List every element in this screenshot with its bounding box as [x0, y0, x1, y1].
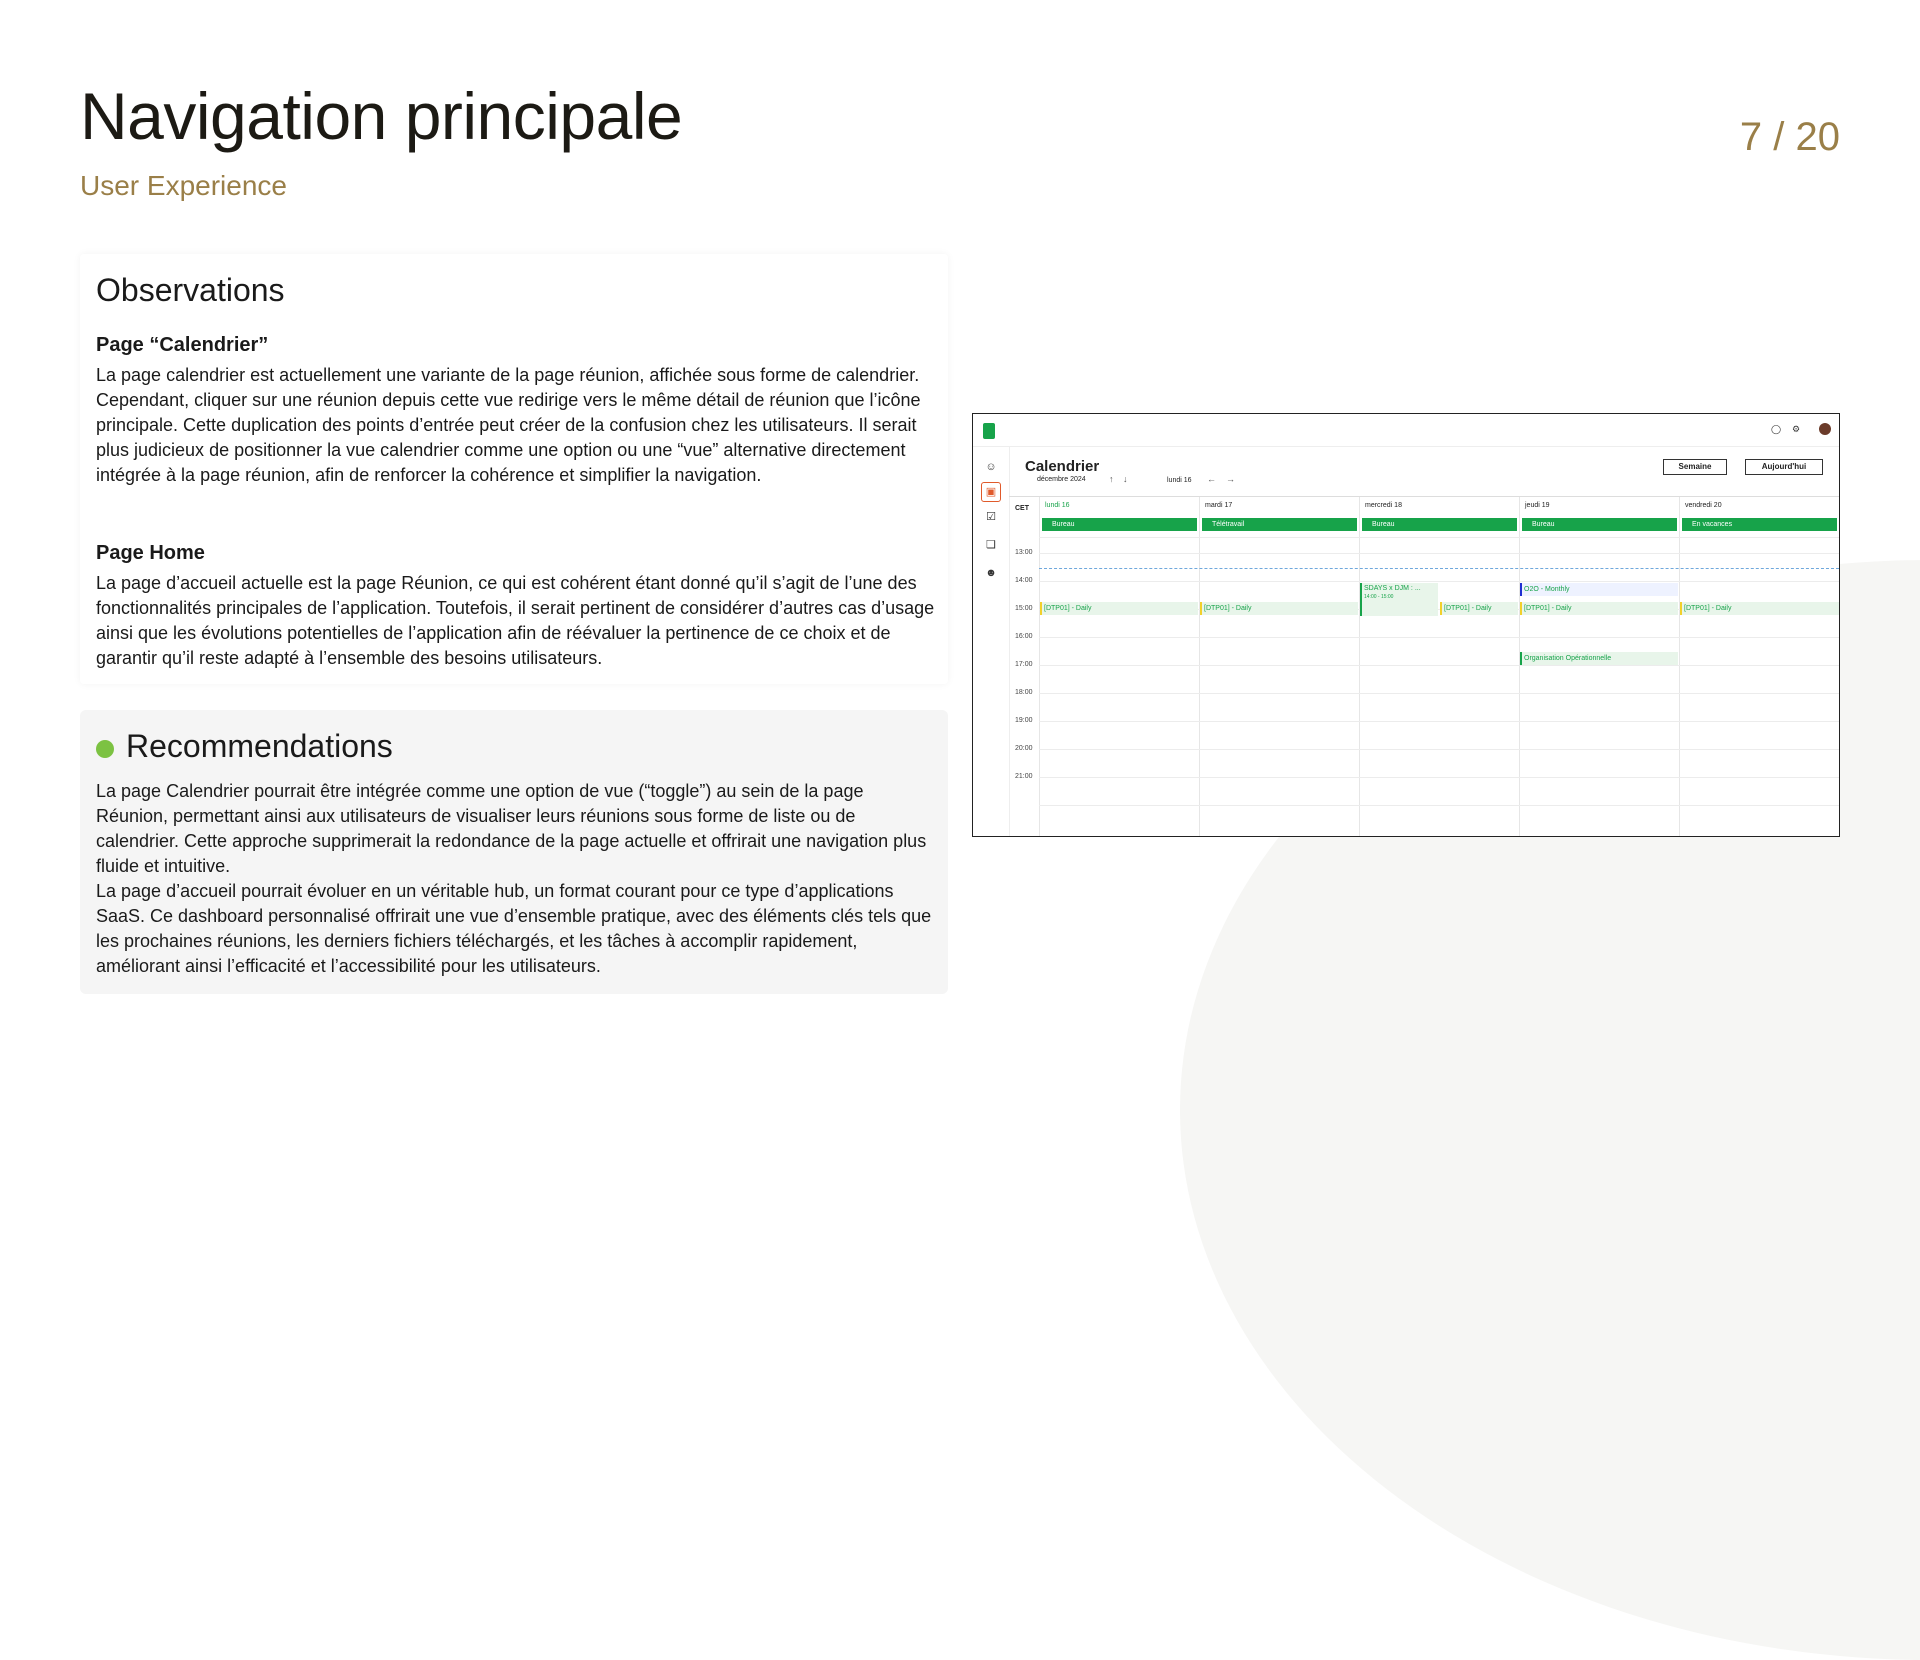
- allday-event[interactable]: Bureau: [1522, 518, 1677, 531]
- calendar-event[interactable]: [DTP01] - Daily: [1200, 602, 1358, 615]
- app-logo-icon: [983, 423, 995, 439]
- calendar-grid: [1009, 496, 1839, 836]
- calendar-event[interactable]: [DTP01] - Daily: [1520, 602, 1678, 615]
- section-title-calendrier: Page “Calendrier”: [96, 334, 269, 356]
- arrow-up-icon[interactable]: ↑: [1109, 474, 1114, 484]
- calendar-event[interactable]: [DTP01] - Daily: [1440, 602, 1518, 615]
- allday-event[interactable]: Télétravail: [1202, 518, 1357, 531]
- section-title-home: Page Home: [96, 542, 205, 564]
- sidebar-item-calendar-icon[interactable]: ▣: [981, 482, 1001, 502]
- current-time-line: [1039, 568, 1839, 569]
- hour-label: 13:00: [1015, 549, 1033, 556]
- hour-label: 14:00: [1015, 577, 1033, 584]
- hour-label: 16:00: [1015, 633, 1033, 640]
- week-view-button[interactable]: Semaine: [1663, 459, 1727, 475]
- calendar-month: décembre 2024: [1037, 476, 1086, 483]
- section-text-home: La page d’accueil actuelle est la page Réunion, ce qui est cohérent étant donné qu’il s’agit de l’une des fonctionnalités principales de l’application. Toutefois, il serait pertinent de considérer d’autres cas d’usage ainsi que les évolutions potentielles de l’application afin de réévaluer la pertinence de ce choix et de garantir qu’il reste adapté à l’ensemble des besoins utilisateurs.: [96, 573, 935, 668]
- observations-card: [80, 254, 948, 684]
- calendar-event[interactable]: Organisation Opérationnelle: [1520, 652, 1678, 665]
- sidebar-item-files-icon[interactable]: ❏: [986, 539, 996, 551]
- settings-icon[interactable]: ⚙: [1791, 424, 1801, 434]
- arrow-right-icon[interactable]: →: [1226, 474, 1235, 484]
- day-header: mercredi 18: [1365, 502, 1402, 509]
- calendar-current-day: lundi 16: [1167, 477, 1192, 484]
- hour-label: 18:00: [1015, 689, 1033, 696]
- app-sidebar: [973, 446, 1010, 836]
- hour-label: 19:00: [1015, 717, 1033, 724]
- hour-label: 20:00: [1015, 745, 1033, 752]
- recommendation-text-2: La page d’accueil pourrait évoluer en un véritable hub, un format courant pour ce type d’applications SaaS. Ce dashboard personnalisé offrirait une vue d’ensemble pratique, avec des éléments clés tels que les prochaines réunions, les derniers fichiers téléchargés, et les tâches à accomplir rapidement, améliorant ainsi l’efficacité et l’accessibilité pour les utilisateurs.: [96, 881, 932, 976]
- calendar-event[interactable]: O2O - Monthly: [1520, 583, 1678, 596]
- day-header: mardi 17: [1205, 502, 1233, 509]
- recommendations-card: [80, 710, 948, 994]
- calendar-event[interactable]: [DTP01] - Daily: [1680, 602, 1840, 615]
- hour-label: 17:00: [1015, 661, 1033, 668]
- hour-label: 15:00: [1015, 605, 1033, 612]
- arrow-left-icon[interactable]: ←: [1207, 474, 1216, 484]
- hour-label: 21:00: [1015, 773, 1033, 780]
- calendar-event[interactable]: [DTP01] - Daily: [1040, 602, 1198, 615]
- observations-heading: Observations: [96, 272, 285, 308]
- calendar-title: Calendrier: [1025, 458, 1100, 475]
- sidebar-item-users-icon[interactable]: ☻: [985, 567, 997, 579]
- recommendations-heading: Recommendations: [126, 728, 393, 764]
- page-title: Navigation principale: [80, 79, 683, 153]
- recommendation-text-1: La page Calendrier pourrait être intégrée comme une option de vue (“toggle”) au sein de la page Réunion, permettant ainsi aux utilisateurs de visualiser leurs réunions sous forme de liste ou de calendrier. Cette approche supprimerait la redondance de la page actuelle et offrirait une navigation plus fluide et intuitive.: [96, 781, 927, 876]
- sidebar-item-tasks-icon[interactable]: ☑: [986, 511, 996, 523]
- app-topbar: [973, 414, 1839, 447]
- page-number: 7 / 20: [1739, 115, 1840, 159]
- calendar-event[interactable]: [1360, 583, 1438, 616]
- today-button[interactable]: Aujourd'hui: [1745, 459, 1823, 475]
- event-time: 14:00 - 15:00: [1364, 594, 1394, 600]
- allday-event[interactable]: Bureau: [1042, 518, 1197, 531]
- day-header: vendredi 20: [1685, 502, 1722, 509]
- page-subtitle: User Experience: [80, 170, 287, 201]
- day-header: jeudi 19: [1525, 502, 1550, 509]
- arrow-down-icon[interactable]: ↓: [1123, 474, 1128, 484]
- bell-icon[interactable]: ◯: [1771, 424, 1782, 434]
- day-header: lundi 16: [1045, 502, 1070, 509]
- allday-event[interactable]: Bureau: [1362, 518, 1517, 531]
- avatar[interactable]: [1819, 423, 1831, 435]
- allday-event[interactable]: En vacances: [1682, 518, 1837, 531]
- sidebar-item-meetings-icon[interactable]: ☺: [985, 461, 997, 473]
- section-text-calendrier: La page calendrier est actuellement une variante de la page réunion, affichée sous forme de calendrier. Cependant, cliquer sur une réunion depuis cette vue redirige vers le même détail de réunion que l’icône principale. Cette duplication des points d’entrée peut créer de la confusion chez les utilisateurs. Il serait plus judicieux de positionner la vue calendrier comme une option ou une “vue” alternative directement intégrée à la page réunion, afin de renforcer la cohérence et simplifier la navigation.: [96, 365, 921, 485]
- event-title: SDAYS x DJM : ...: [1364, 585, 1421, 592]
- timezone-label: CET: [1015, 505, 1029, 512]
- calendar-screenshot: [972, 413, 1840, 837]
- bullet-dot-icon: [96, 740, 114, 758]
